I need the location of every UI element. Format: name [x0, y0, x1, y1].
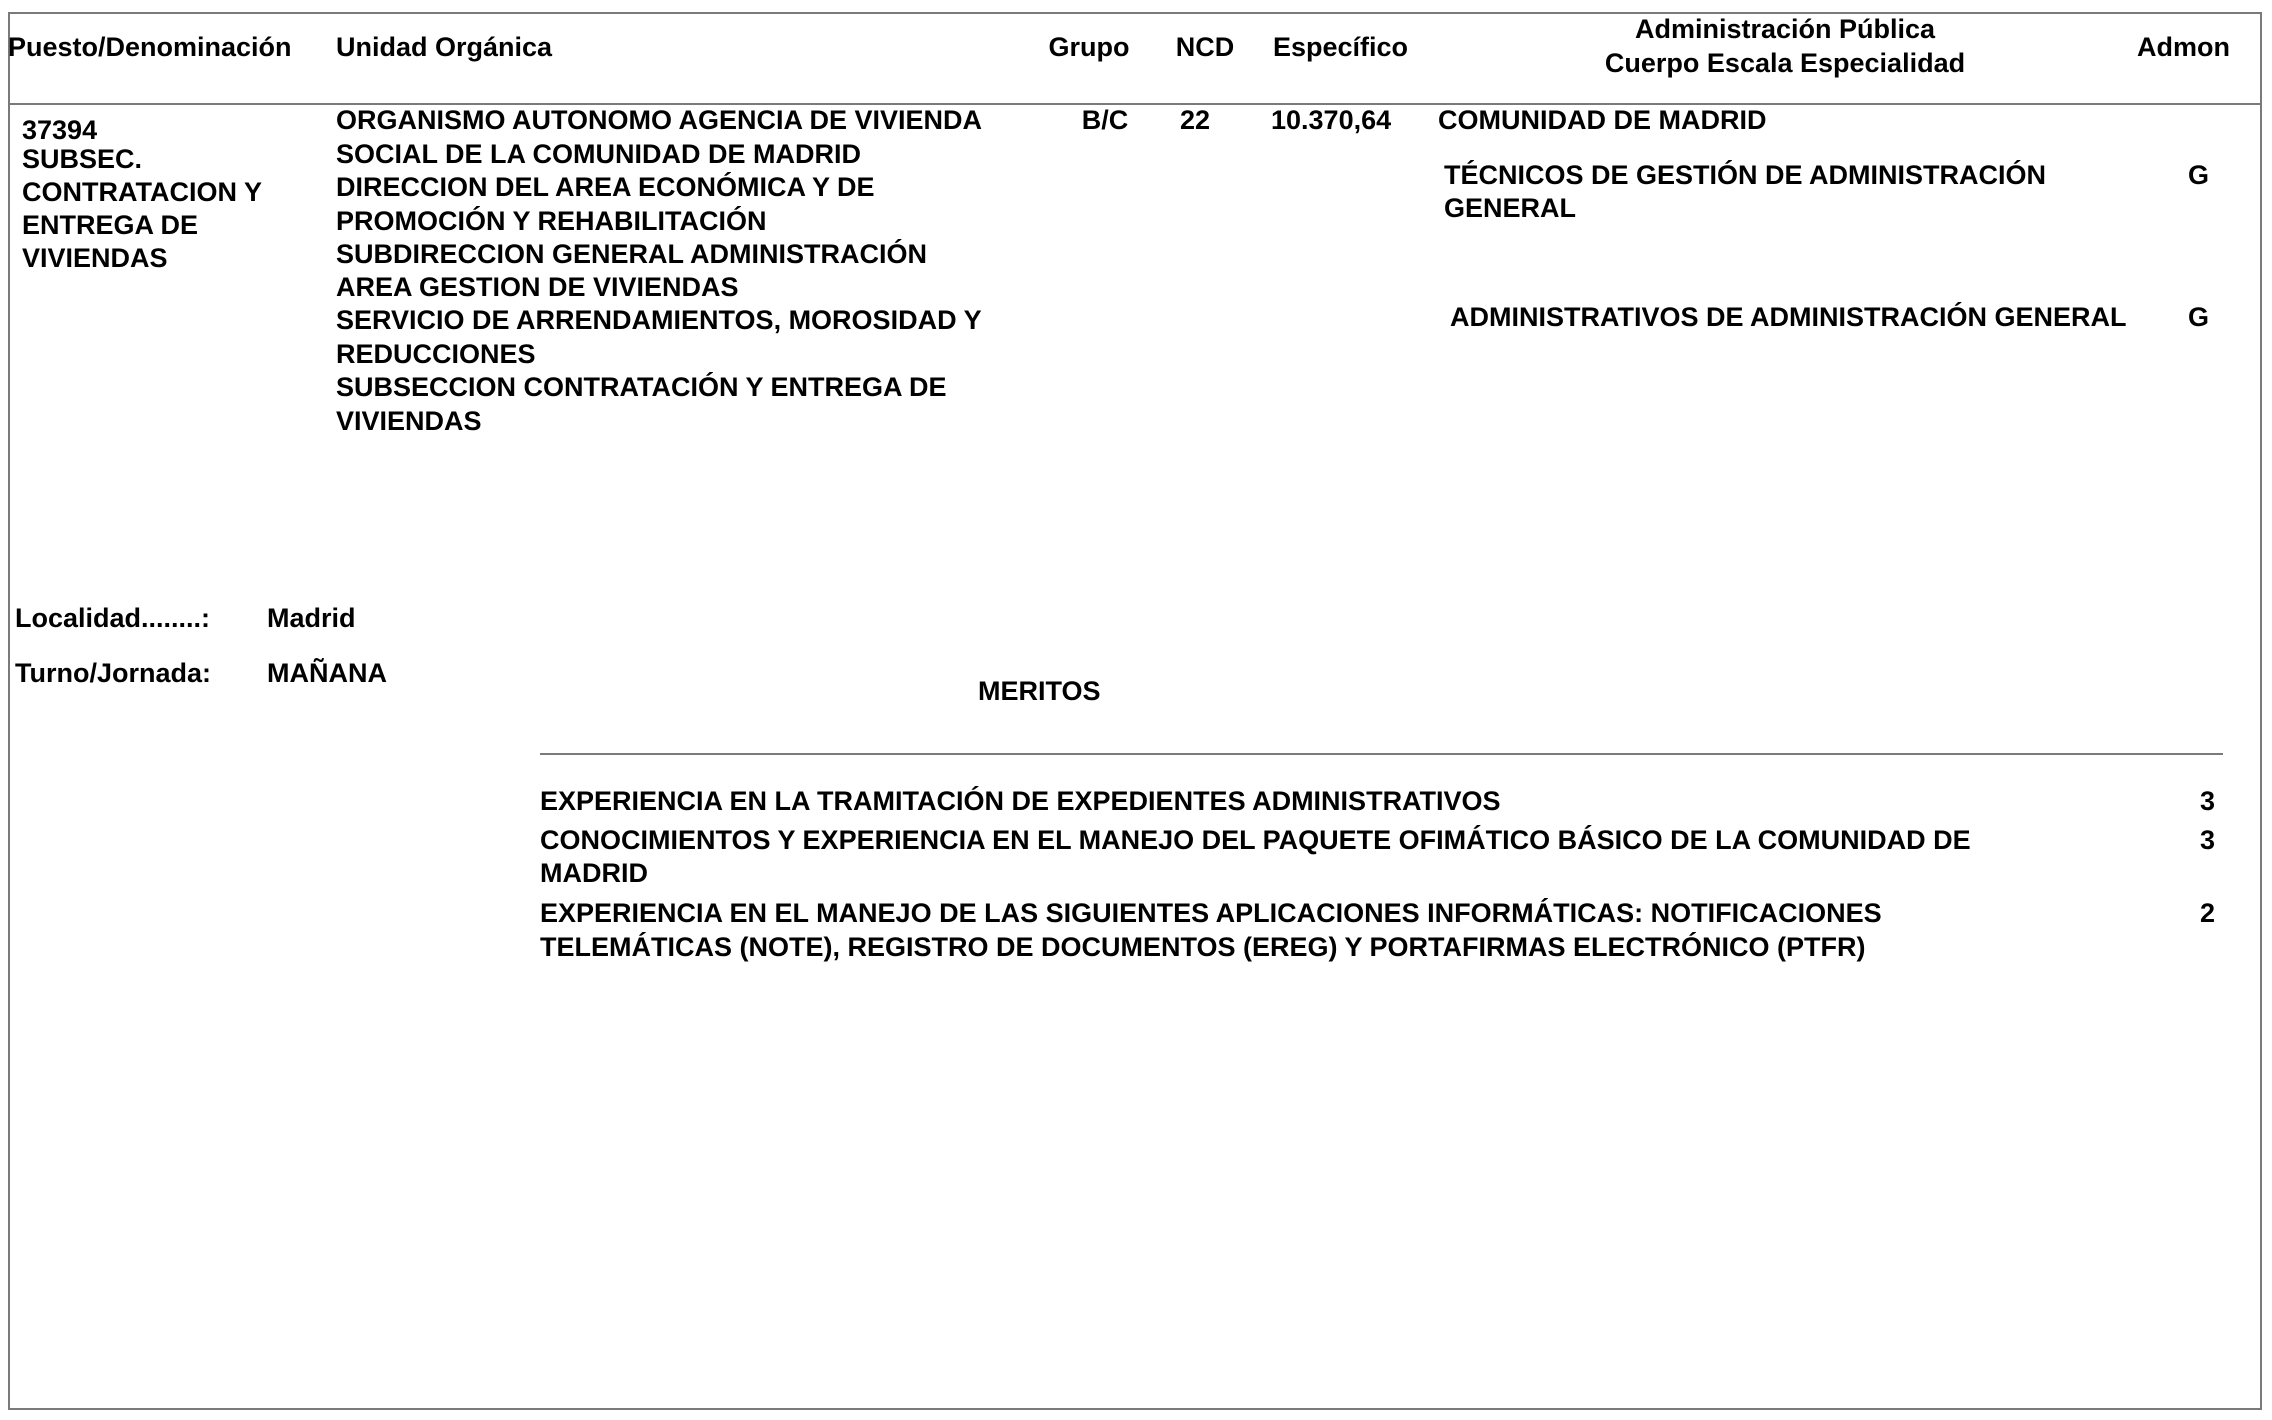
unidad-line: SOCIAL DE LA COMUNIDAD DE MADRID	[336, 139, 861, 169]
header-ncd: NCD	[1175, 32, 1235, 62]
merito-points: 3	[2199, 825, 2215, 855]
merito-points: 2	[2199, 898, 2215, 928]
puesto-denominacion-2: CONTRATACION Y	[22, 177, 262, 207]
merito-line: TELEMÁTICAS (NOTE), REGISTRO DE DOCUMENTOS (EREG) Y PORTAFIRMAS ELECTRÓNICO (PTFR)	[540, 932, 1866, 962]
turno-label: Turno/Jornada:	[15, 658, 212, 688]
meritos-title: MERITOS	[978, 676, 1101, 706]
header-cuerpo-escala: Cuerpo Escala Especialidad	[1604, 48, 1966, 78]
unidad-line: VIVIENDAS	[336, 406, 482, 436]
header-grupo: Grupo	[1048, 32, 1130, 62]
header-admon: Admon	[2137, 32, 2230, 62]
cuerpo-line: GENERAL	[1444, 193, 1577, 223]
administracion-value: COMUNIDAD DE MADRID	[1438, 105, 1767, 135]
meritos-divider	[540, 753, 2223, 755]
especifico-value: 10.370,64	[1271, 105, 1392, 135]
header-unidad: Unidad Orgánica	[336, 32, 553, 62]
cuerpo-line: TÉCNICOS DE GESTIÓN DE ADMINISTRACIÓN	[1444, 160, 2047, 190]
localidad-label: Localidad........:	[15, 603, 211, 633]
unidad-line: ORGANISMO AUTONOMO AGENCIA DE VIVIENDA	[336, 105, 983, 135]
merito-line: MADRID	[540, 858, 648, 888]
merito-line: CONOCIMIENTOS Y EXPERIENCIA EN EL MANEJO DEL PAQUETE OFIMÁTICO BÁSICO DE LA COMUNIDAD DE	[540, 825, 1971, 855]
puesto-denominacion-1: SUBSEC.	[22, 144, 143, 174]
unidad-line: SUBSECCION CONTRATACIÓN Y ENTREGA DE	[336, 372, 947, 402]
puesto-codigo: 37394	[22, 115, 98, 145]
header-especifico: Específico	[1273, 32, 1409, 62]
grupo-value: B/C	[1081, 105, 1129, 135]
merito-line: EXPERIENCIA EN LA TRAMITACIÓN DE EXPEDIENTES ADMINISTRATIVOS	[540, 786, 1501, 816]
merito-line: EXPERIENCIA EN EL MANEJO DE LAS SIGUIENTES APLICACIONES INFORMÁTICAS: NOTIFICACIONES	[540, 898, 1882, 928]
cuerpo-admon: G	[2188, 160, 2210, 190]
unidad-line: PROMOCIÓN Y REHABILITACIÓN	[336, 206, 767, 236]
localidad-value: Madrid	[267, 603, 356, 633]
cuerpo-admon: G	[2188, 302, 2210, 332]
unidad-line: SERVICIO DE ARRENDAMIENTOS, MOROSIDAD Y	[336, 305, 982, 335]
ncd-value: 22	[1179, 105, 1211, 135]
turno-value: MAÑANA	[267, 658, 387, 688]
header-puesto: Puesto/Denominación	[8, 32, 292, 62]
unidad-line: REDUCCIONES	[336, 339, 536, 369]
unidad-line: SUBDIRECCION GENERAL ADMINISTRACIÓN	[336, 239, 928, 269]
puesto-denominacion-4: VIVIENDAS	[22, 243, 168, 273]
header-admin-publica: Administración Pública	[1634, 14, 1936, 44]
unidad-line: DIRECCION DEL AREA ECONÓMICA Y DE	[336, 172, 875, 202]
puesto-denominacion-3: ENTREGA DE	[22, 210, 199, 240]
cuerpo-line: ADMINISTRATIVOS DE ADMINISTRACIÓN GENERAL	[1450, 302, 2127, 332]
unidad-line: AREA GESTION DE VIVIENDAS	[336, 272, 739, 302]
merito-points: 3	[2199, 786, 2215, 816]
